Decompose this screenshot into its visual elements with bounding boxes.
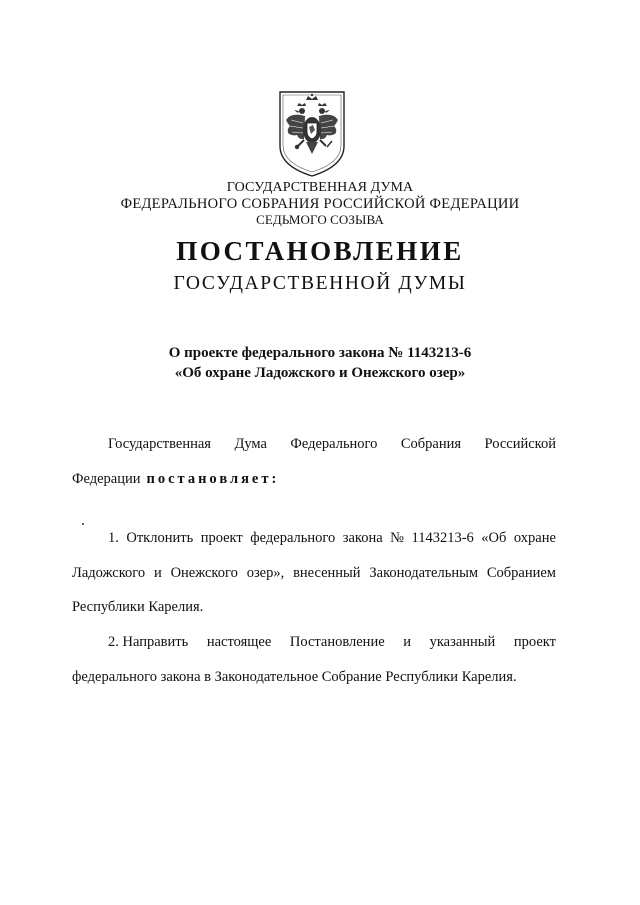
- item2-line2: федерального закона в Законодательное Собрание Республики Карелия.: [72, 669, 517, 685]
- item1-line3: Республики Карелия.: [72, 599, 204, 615]
- item1-line2: [72, 564, 556, 582]
- item1-word: 1.: [108, 530, 119, 546]
- preamble-word: Государственная: [108, 436, 211, 452]
- item1-word: Собранием: [486, 565, 556, 581]
- preamble-line2: [72, 470, 556, 488]
- item2-word: настоящее: [206, 634, 272, 650]
- item1-word: внесенный: [293, 565, 361, 581]
- item1-word: «Об: [481, 530, 507, 546]
- item1-word: озер»,: [246, 565, 285, 581]
- org-name-line2: ФЕДЕРАЛЬНОГО СОБРАНИЯ РОССИЙСКОЙ ФЕДЕРАЦИИ: [120, 196, 520, 212]
- preamble-word: Собрания: [400, 436, 462, 452]
- org-name-line1: ГОСУДАРСТВЕННАЯ ДУМА: [226, 180, 414, 195]
- item2-word: проект: [513, 634, 556, 650]
- subject-line1: О проекте федерального закона № 1143213-6: [168, 345, 472, 361]
- subject-line2: «Об охране Ладожского и Онежского озер»: [174, 365, 466, 381]
- preamble-word: Федерального: [290, 436, 378, 452]
- item1-word: 1143213-6: [411, 530, 474, 546]
- item1-word: федерального: [250, 530, 336, 546]
- item2-word: и: [403, 634, 411, 650]
- scan-speck: [82, 523, 84, 525]
- document-title: ПОСТАНОВЛЕНИЕ: [176, 236, 464, 266]
- item1-word: закона: [342, 530, 383, 546]
- item1-word: №: [390, 530, 404, 546]
- preamble-word: Российской: [484, 436, 556, 452]
- item1-word: проект: [200, 530, 243, 546]
- convocation-line: СЕДЬМОГО СОЗЫВА: [256, 212, 384, 227]
- item2-word: указанный: [429, 634, 496, 650]
- item1-word: Отклонить: [126, 530, 194, 546]
- preamble-prefix: Федерации: [72, 471, 141, 487]
- item2-line1: [108, 633, 556, 651]
- item2-word: Постановление: [289, 634, 385, 650]
- item1-word: Законодательным: [369, 565, 478, 581]
- item1-word: и: [153, 565, 162, 581]
- item2-word: 2. Направить: [108, 634, 189, 650]
- preamble-line1: [108, 435, 556, 453]
- item1-line1: [108, 529, 556, 547]
- preamble-word: Дума: [234, 436, 267, 452]
- document-subtitle: ГОСУДАРСТВЕННОЙ ДУМЫ: [173, 273, 467, 294]
- item1-word: Онежского: [170, 565, 238, 581]
- item1-word: охране: [513, 530, 556, 546]
- item1-word: Ладожского: [72, 565, 146, 581]
- russian-coat-of-arms-icon: [277, 90, 347, 178]
- resolves-word: постановляет:: [146, 471, 280, 487]
